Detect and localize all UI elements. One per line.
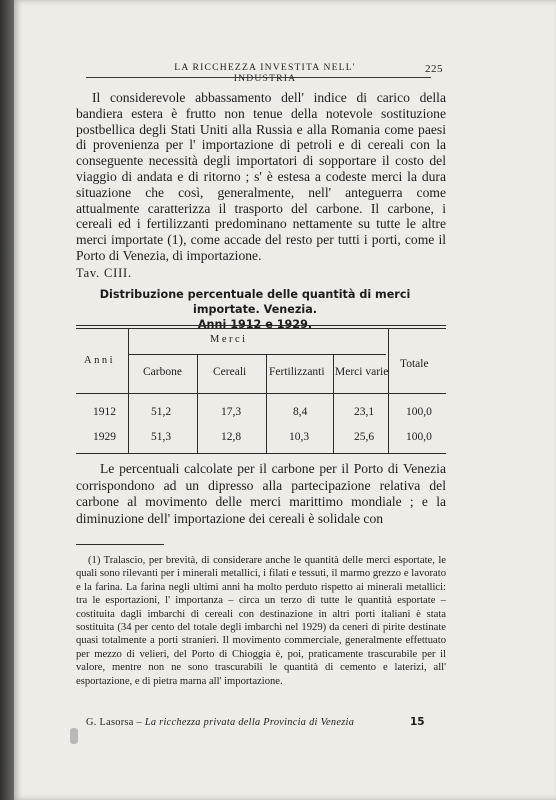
running-title: LA RICCHEZZA INVESTITA NELL' INDUSTRIA xyxy=(174,62,356,84)
col-header-carbone: Carbone xyxy=(143,366,182,378)
col-divider xyxy=(128,329,129,453)
group-header-rule xyxy=(128,354,386,355)
body-paragraph-2: Le percentuali calcolate per il carbone per il Porto di Venezia corrispondono ad un dipresso alla partecipazione relativa del carbone al movimento delle merci marittimo mondiale ; e la diminuzione dell' importazione dei cereali è solidale con xyxy=(76,461,446,526)
table-top-rule xyxy=(76,325,446,326)
cell-merci-varie: 23,1 xyxy=(354,406,375,418)
cell-carbone: 51,2 xyxy=(151,406,172,418)
scan-left-edge xyxy=(0,0,14,800)
table-title-line-2: Anni 1912 e 1929. xyxy=(197,318,313,331)
scan-smudge xyxy=(70,728,78,744)
table-label: Tav. CIII. xyxy=(76,266,132,280)
signature-mark: 15 xyxy=(410,716,425,728)
cell-anno: 1929 xyxy=(93,431,116,443)
col-header-fertilizzanti: Fertilizzanti xyxy=(269,366,325,378)
cell-totale: 100,0 xyxy=(406,406,432,418)
col-header-totale: Totale xyxy=(400,358,429,370)
col-divider xyxy=(197,355,198,453)
table-bottom-rule xyxy=(76,453,446,454)
cell-cereali: 12,8 xyxy=(221,431,242,443)
col-header-anni: Anni xyxy=(84,355,115,366)
cell-fertilizzanti: 10,3 xyxy=(289,431,310,443)
cell-totale: 100,0 xyxy=(406,431,432,443)
footnote: (1) Tralascio, per brevità, di considerare anche le quantità delle merci esportate, le quali sono rilevanti per i minerali metallici, i filati e tessuti, il marmo grezzo e lavorato e la farina. La farina negli ultimi anni ha molto perduto rispetto ai minerali metallici: tra le esportazioni, l' importanza – circa un terzo di tutte le quantità esportate – costituita dagli imbarchi di cereali con destinazione in altri porti italiani è stata sostituita (34 per cento del totale degli imbarchi nel 1929) da ceneri di pirite destinate quasi totalmente a porti stranieri. Il movimento commerciale, generalmente effettuato per mezzo di velieri, del Porto di Chioggia è, poi, praticamente trascurabile per il valore, mentre non ne sono trascurabili le quantità di cemento e laterizi, all' esportazione, e di pietra marna all' importazione. xyxy=(76,555,446,687)
cell-fertilizzanti: 8,4 xyxy=(293,406,308,418)
footer-work-title: La ricchezza privata della Provincia di Venezia xyxy=(144,717,355,728)
cell-merci-varie: 25,6 xyxy=(354,431,375,443)
cell-anno: 1912 xyxy=(93,406,116,418)
footnote-rule xyxy=(76,544,164,545)
table-header-rule xyxy=(76,393,446,394)
header-rule xyxy=(86,77,431,78)
table-top-rule-2 xyxy=(76,328,446,329)
cell-carbone: 51,3 xyxy=(151,431,172,443)
page-number: 225 xyxy=(425,63,443,75)
col-divider xyxy=(266,355,267,453)
table-title-line-1: Distribuzione percentuale delle quantità di merci importate. Venezia. xyxy=(99,288,411,316)
col-header-cereali: Cereali xyxy=(213,366,247,378)
group-header-merci: Merci xyxy=(210,334,248,345)
cell-cereali: 17,3 xyxy=(221,406,242,418)
footer-separator: – xyxy=(133,717,145,728)
col-header-merci-varie: Merci varie xyxy=(335,366,389,378)
footer-author: G. Lasorsa xyxy=(86,717,134,728)
footer-credit xyxy=(86,717,354,728)
body-paragraph-1: Il considerevole abbassamento dell' indice di carico della bandiera estera è frutto non tenue della notevole sostituzione postbellica degli Stati Uniti alla Russia e alla Romania come paesi di provenienza per l' importazione di petroli e di cereali con la conseguente necessità degli importatori di sopportare il costo del viaggio di andata e di ritorno ; s' è estesa a codeste merci la dura situazione che così, generalmente, nell' anteguerra come attualmente caratterizza il trasporto del carbone. Il carbone, i cereali ed i fertilizzanti predominano nettamente su tutte le altre merci importate (1), come accade del resto per tutti i porti, come il Porto di Venezia, di importazione. xyxy=(76,90,446,263)
col-divider xyxy=(333,355,334,453)
col-divider xyxy=(388,329,389,453)
